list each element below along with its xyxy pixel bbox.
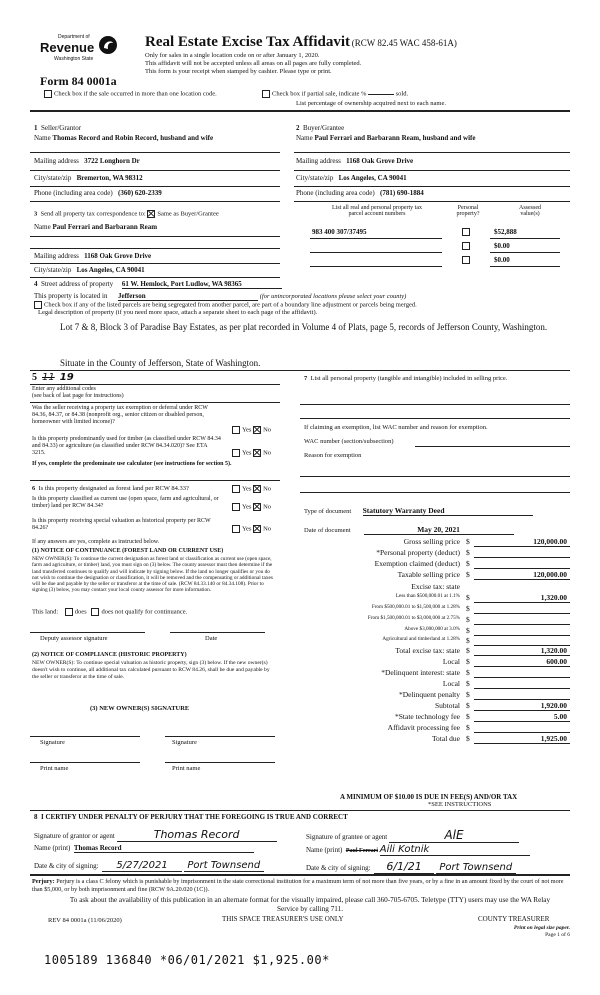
tax-dollar-17: $ [466,723,470,732]
tax-dollar-15: $ [466,701,470,710]
parcel-header-1: List all real and personal property tax parcel account numbers [332,205,422,217]
tax-dollar-0: $ [466,537,470,546]
seller-name[interactable]: Thomas Record and Robin Record, husband and wife [52,134,214,142]
sec6-q3-yn: Yes No [232,525,271,533]
corr-name[interactable]: Paul Ferrari and Barbarann Ream [52,223,158,231]
corr-city-row: City/state/zip Los Angeles, CA 90041 [34,266,145,274]
corr-city[interactable]: Los Angeles, CA 90041 [76,266,145,274]
sec5-q2-yn: Yes No [232,449,271,457]
tax-value-11[interactable]: 600.00 [546,657,567,666]
grantor-signature[interactable]: Thomas Record [117,828,277,842]
tax-line-15 [474,710,570,711]
doc-type[interactable]: Statutory Warranty Deed [363,506,533,516]
tax-value-15[interactable]: 1,920.00 [540,701,567,710]
partial-sale-row [262,90,408,98]
pct-note: List percentage of ownership acquired next to each name. [296,100,446,107]
buyer-phone[interactable]: (781) 690-1884 [379,189,424,197]
sec6-note: If any answers are yes, complete as instructed below. [32,539,160,545]
does-checkbox[interactable] [65,608,73,616]
grantee-name-row: Name (print) Paul Ferrari Aili Kotnik [306,844,530,856]
grantor-name-row: Name (print) Thomas Record [34,844,254,853]
tax-line-8 [474,635,570,636]
new-owner-print-2: Print name [172,765,201,772]
personal-property-checkbox-0[interactable] [462,228,470,236]
tax-dollar-5: $ [466,593,470,602]
tax-label-5: Less than $500,000.01 at 1.1% [395,593,460,599]
new-owner-print-1: Print name [40,765,69,772]
certify-line: 8 I CERTIFY UNDER PENALTY OF PERJURY THAT THE FOREGOING IS TRUE AND CORRECT [34,813,348,821]
tax-label-4: Excise tax: state [411,582,460,591]
grantee-name-struck: Paul Ferrari [345,848,379,854]
tax-dollar-13: $ [466,679,470,688]
sec6-q3: Is this property receiving special valuation as historical property per RCW 84.26? [32,518,211,531]
boundary-row: Check box if any of the listed parcels are being segregated from another parcel, are part of a boundary line adjustment or parcels being merged. [34,301,417,309]
sec5-q1-yn: Yes No [232,426,271,434]
tax-line-1 [474,557,570,558]
sec5-q2: Is this property predominantly used for timber (as classified under RCW 84.34 and 84.33) or agriculture (as classified under RCW 84.34.020)? See ETA 3215. [32,436,221,456]
sec7-label: 7 List all personal property (tangible and intangible) included in selling price. [304,375,508,382]
tax-label-6: From $500,000.01 to $1,500,000 at 1.28% [371,604,460,610]
logo-dept: Department of [58,34,90,40]
tax-line-10 [474,655,570,656]
located-row: This property is located in Jefferson (for unincorporated locations please select your county) [34,292,407,300]
request-text: To ask about the availability of this publication in an alternate format for the visually impaired, please call 360-705-6705. Teletype (TTY) users may use the WA Relay Service by calling 711. [69,896,551,913]
legal-label: Legal description of property (if you need more space, attach a separate sheet to each page of the affidavit). [38,309,318,316]
tax-label-0: Gross selling price [403,537,460,546]
page-title: Real Estate Excise Tax Affidavit [145,34,350,50]
tax-label-14: *Delinquent penalty [398,690,460,699]
does-not-checkbox[interactable] [91,608,99,616]
tax-dollar-14: $ [466,690,470,699]
tax-line-0 [474,546,570,547]
sec6-h3: (3) NEW OWNER(S) SIGNATURE [90,705,190,712]
dor-logo [40,34,120,70]
partial-sale-label: Check box if partial sale, indicate % [272,90,367,98]
header-line-3: This form is your receipt when stamped by cashier. Please type or print. [145,68,332,75]
tax-value-5[interactable]: 1,320.00 [540,593,567,602]
deputy-date-label: Date [205,635,218,642]
seller-mail[interactable]: 3722 Longhorn Dr [84,157,140,165]
land-row: This land: does does not qualify for continuance. [32,608,188,616]
deputy-sig-label: Deputy assessor signature [40,635,108,642]
buyer-heading: 2 Buyer/Grantee [296,124,345,132]
tax-label-3: Taxable selling price [397,570,460,579]
sec6-p2: NEW OWNER(S): To continue special valuation as historic property, sign (3) below. If the new owner(s) doesn't wish to continue, all additional tax calculated pursuant to RCW 84.26, shall be due and payable by the seller or transferor at the time of sale. [32,660,270,680]
tax-dollar-10: $ [466,646,470,655]
rcw-ref: (RCW 82.45 WAC 458-61A) [351,38,457,48]
tax-line-11 [474,666,570,667]
add-codes: Enter any additional codes [32,386,96,392]
code-struck: 11 [42,372,55,383]
tax-dollar-6: $ [466,604,470,613]
corr-name-row: Name Paul Ferrari and Barbarann Ream [34,223,158,231]
personal-property-checkbox-1[interactable] [462,242,470,250]
tax-value-18[interactable]: 1,925.00 [540,734,567,743]
tax-line-13 [474,688,570,689]
same-as-buyer-checkbox[interactable] [147,210,155,218]
tax-label-17: Affidavit processing fee [387,723,460,732]
page-title-block [145,34,565,51]
doc-date[interactable]: May 20, 2021 [364,525,514,535]
parcel-num-0[interactable]: 983 400 307/37495 [312,228,367,236]
grantee-city[interactable]: Port Townsend [436,862,516,874]
boundary-checkbox[interactable] [34,301,42,309]
tax-dollar-16: $ [466,712,470,721]
sec6-q2: Is this property classified as current use (open space, farm and agricultural, or timber) land per RCW 84.34? [32,496,219,509]
grantor-date[interactable]: 5/27/2021 [102,860,182,872]
tax-value-16[interactable]: 5.00 [553,712,567,721]
tax-label-1: *Personal property (deduct) [376,548,460,557]
property-county[interactable]: Jefferson [118,292,258,301]
grantee-date-row: Date & city of signing: 6/1/21 Port Townsend [306,860,516,874]
buyer-city-row: City/state/zip Los Angeles, CA 90041 [296,174,407,182]
tax-value-0[interactable]: 120,000.00 [533,537,567,546]
legal-description[interactable]: Lot 7 & 8, Block 3 of Paradise Bay Estates, as per plat recorded in Volume 4 of Plats, page 5, records of Jefferson County, Washington. [60,322,548,332]
sec6-h1: (1) NOTICE OF CONTINUANCE (FOREST LAND OR CURRENT USE) [32,548,224,554]
wa-logo-icon [98,35,118,55]
grantor-city[interactable]: Port Townsend [184,860,264,872]
corr-mail[interactable]: 1168 Oak Grove Drive [84,252,152,260]
minimum-note: A MINIMUM OF $10.00 IS DUE IN FEE(S) AND/OR TAX [340,793,518,801]
new-owner-sig-2: Signature [172,739,197,746]
grantee-signature[interactable]: AlE [389,828,519,843]
sec5-code: 5 11 19 [32,372,74,383]
tax-line-12 [474,677,570,678]
tax-label-13: Local [442,679,460,688]
sold-label: sold. [395,90,409,98]
sec6-q1: 6 Is this property designated as forest land per RCW 84.33? [32,485,189,492]
grantor-print-name[interactable]: Thomas Record [74,844,254,853]
tax-label-7: From $1,500,000.01 to $3,000,000 at 2.75% [367,615,460,621]
tax-dollar-11: $ [466,657,470,666]
seller-city-row: City/state/zip Bremerton, WA 98312 [34,174,143,182]
legal-paper: Print on legal size paper. [513,925,570,931]
parcel-header-2: Personal property? [456,205,480,217]
logo-state: Washington State [54,56,94,62]
tax-dollar-2: $ [466,559,470,568]
tax-line-6 [474,613,570,614]
personal-property-checkbox-2[interactable] [462,256,470,264]
assessed-value-1[interactable]: $0.00 [494,242,510,250]
cashier-stamp: 1005189 136840 *06/01/2021 $1,925.00* [44,953,330,967]
see-back: (see back of last page for instructions) [32,393,124,399]
tax-label-15: Subtotal [434,701,460,710]
buyer-city[interactable]: Los Angeles, CA 90041 [338,174,407,182]
buyer-name[interactable]: Paul Ferrari and Barbarann Ream, husband and wife [314,134,476,142]
property-street[interactable]: 61 W. Hemlock, Port Ludlow, WA 98365 [122,280,282,289]
tax-dollar-12: $ [466,668,470,677]
buyer-mail-row: Mailing address 1168 Oak Grove Drive [296,157,414,165]
reason-label: Reason for exemption [304,452,362,459]
seller-mail-row: Mailing address 3722 Longhorn Dr [34,157,140,165]
tax-dollar-18: $ [466,734,470,743]
doc-date-row: Date of document May 20, 2021 [304,525,514,535]
grantee-print-name[interactable]: Aili Kotnik [380,844,530,856]
tax-line-3 [474,579,570,580]
partial-sale-checkbox[interactable] [262,90,270,98]
tax-line-7 [474,624,570,625]
tax-value-10[interactable]: 1,320.00 [540,646,567,655]
treasurer-use: THIS SPACE TREASURER'S USE ONLY [222,915,344,923]
tax-label-10: Total excise tax: state [395,646,460,655]
assessed-value-0[interactable]: $52,888 [494,228,517,236]
tax-dollar-3: $ [466,570,470,579]
street-row: 4 Street address of property 61 W. Hemlock, Port Ludlow, WA 98365 [34,280,282,288]
seller-city[interactable]: Bremerton, WA 98312 [76,174,143,182]
header-line-1: Only for sales in a single location code on or after January 1, 2020. [145,52,320,59]
logo-revenue: Revenue [40,40,95,55]
multi-location-checkbox[interactable] [44,90,52,98]
tax-dollar-9: $ [466,636,470,645]
tax-line-17 [474,732,570,733]
tax-label-2: Exemption claimed (deduct) [374,559,460,568]
seller-phone[interactable]: (360) 620-2339 [117,189,162,197]
tax-label-8: Above $3,000,000 at 3.0% [404,626,460,632]
tax-line-2 [474,568,570,569]
corr-mail-row: Mailing address 1168 Oak Grove Drive [34,252,152,260]
tax-label-16: *State technology fee [395,712,460,721]
perjury-text: Perjury: Perjury is a class C felony which is punishable by imprisonment in the state correctional institution for a maximum term of not more than five years, or by a fine in an amount fixed by the court of not more than $5,000, or by both imprisonment and fine (RCW 9A.20.020 (1C)). [32,878,564,893]
sec6-h2: (2) NOTICE OF COMPLIANCE (HISTORIC PROPERTY) [32,652,187,658]
grantee-sig-row: Signature of grantee or agent AlE [306,828,519,843]
tax-label-11: Local [442,657,460,666]
multi-location-label: Check box if the sale occurred in more than one location code. [54,90,217,98]
buyer-mail[interactable]: 1168 Oak Grove Drive [346,157,414,165]
sec6-p1: NEW OWNER(S): To continue the current designation as forest land or classification as current use (open space, farm and agriculture, or timber) land, you must sign on (3) below. The county assessor must then determine if the land transferred continues to qualify and will indicate by signing below. If the land no longer qualifies or you do not wish to continue the designation or classification, it will be removed and the compensating or additional taxes will be due and payable by the seller or transferor at the time of sale. (RCW 84.33.140 or 84.34.108). Prior to signing (3) below, you may contact your local county assessor for more information. [32,556,273,594]
seller-name-row: Name Thomas Record and Robin Record, husband and wife [34,134,214,142]
sec6-q2-yn: Yes No [232,503,271,511]
multi-location-row [44,90,217,98]
assessed-value-2[interactable]: $0.00 [494,256,510,264]
tax-dollar-8: $ [466,626,470,635]
form-number: Form 84 0001a [40,74,117,88]
exempt-label: If claiming an exemption, list WAC number and reason for exemption. [304,424,488,431]
location-code[interactable]: 19 [59,372,74,383]
tax-label-12: *Delinquent interest: state [381,668,460,677]
see-instructions: *SEE INSTRUCTIONS [428,801,492,808]
tax-line-14 [474,699,570,700]
parcel-header-3: Assessed value(s) [519,205,541,217]
sec5-q3: If yes, complete the predominate use calculator (see instructions for section 5). [32,461,232,467]
buyer-name-row: Name Paul Ferrari and Barbarann Ream, husband and wife [296,134,476,142]
grantee-date[interactable]: 6/1/21 [374,860,434,874]
correspondence-row: 3 Send all property tax correspondence to: Same as Buyer/Grantee [34,210,219,218]
tax-line-5 [474,602,570,603]
tax-dollar-7: $ [466,615,470,624]
tax-line-16 [474,721,570,722]
seller-phone-row: Phone (including area code) (360) 620-2339 [34,189,162,197]
sec5-q1: Was the seller receiving a property tax exemption or deferral under RCW 84.36, 84.37, or 84.38 (nonprofit org., senior citizen or disabled person, homeowner with limited income)? [32,405,208,425]
uninc-note: (for unincorporated locations please select your county) [259,293,407,300]
grantor-date-row: Date & city of signing: 5/27/2021 Port Townsend [34,860,264,872]
seller-heading: 1 Seller/Grantor [34,124,82,132]
tax-label-18: Total due [431,734,460,743]
header-line-2: This affidavit will not be accepted unless all areas on all pages are fully completed. [145,60,362,67]
buyer-phone-row: Phone (including area code) (781) 690-1884 [296,189,424,197]
county-treasurer: COUNTY TREASURER [478,915,550,923]
wac-label: WAC number (section/subsection) [304,438,394,445]
tax-value-3[interactable]: 120,000.00 [533,570,567,579]
tax-dollar-1: $ [466,548,470,557]
grantor-sig-row: Signature of grantor or agent Thomas Record [34,828,277,842]
sec6-q1-yn: Yes No [232,485,271,493]
doc-type-row: Type of document Statutory Warranty Deed [304,506,533,516]
tax-label-9: Agricultural and timberland at 1.28% [382,636,460,642]
page-number: Page 1 of 6 [545,932,570,938]
situate-line[interactable]: Situate in the County of Jefferson, State of Washington. [60,358,261,368]
rev-number: REV 84 0001a (11/06/2020) [48,917,122,924]
tax-line-18 [474,743,570,744]
new-owner-sig-1: Signature [40,739,65,746]
